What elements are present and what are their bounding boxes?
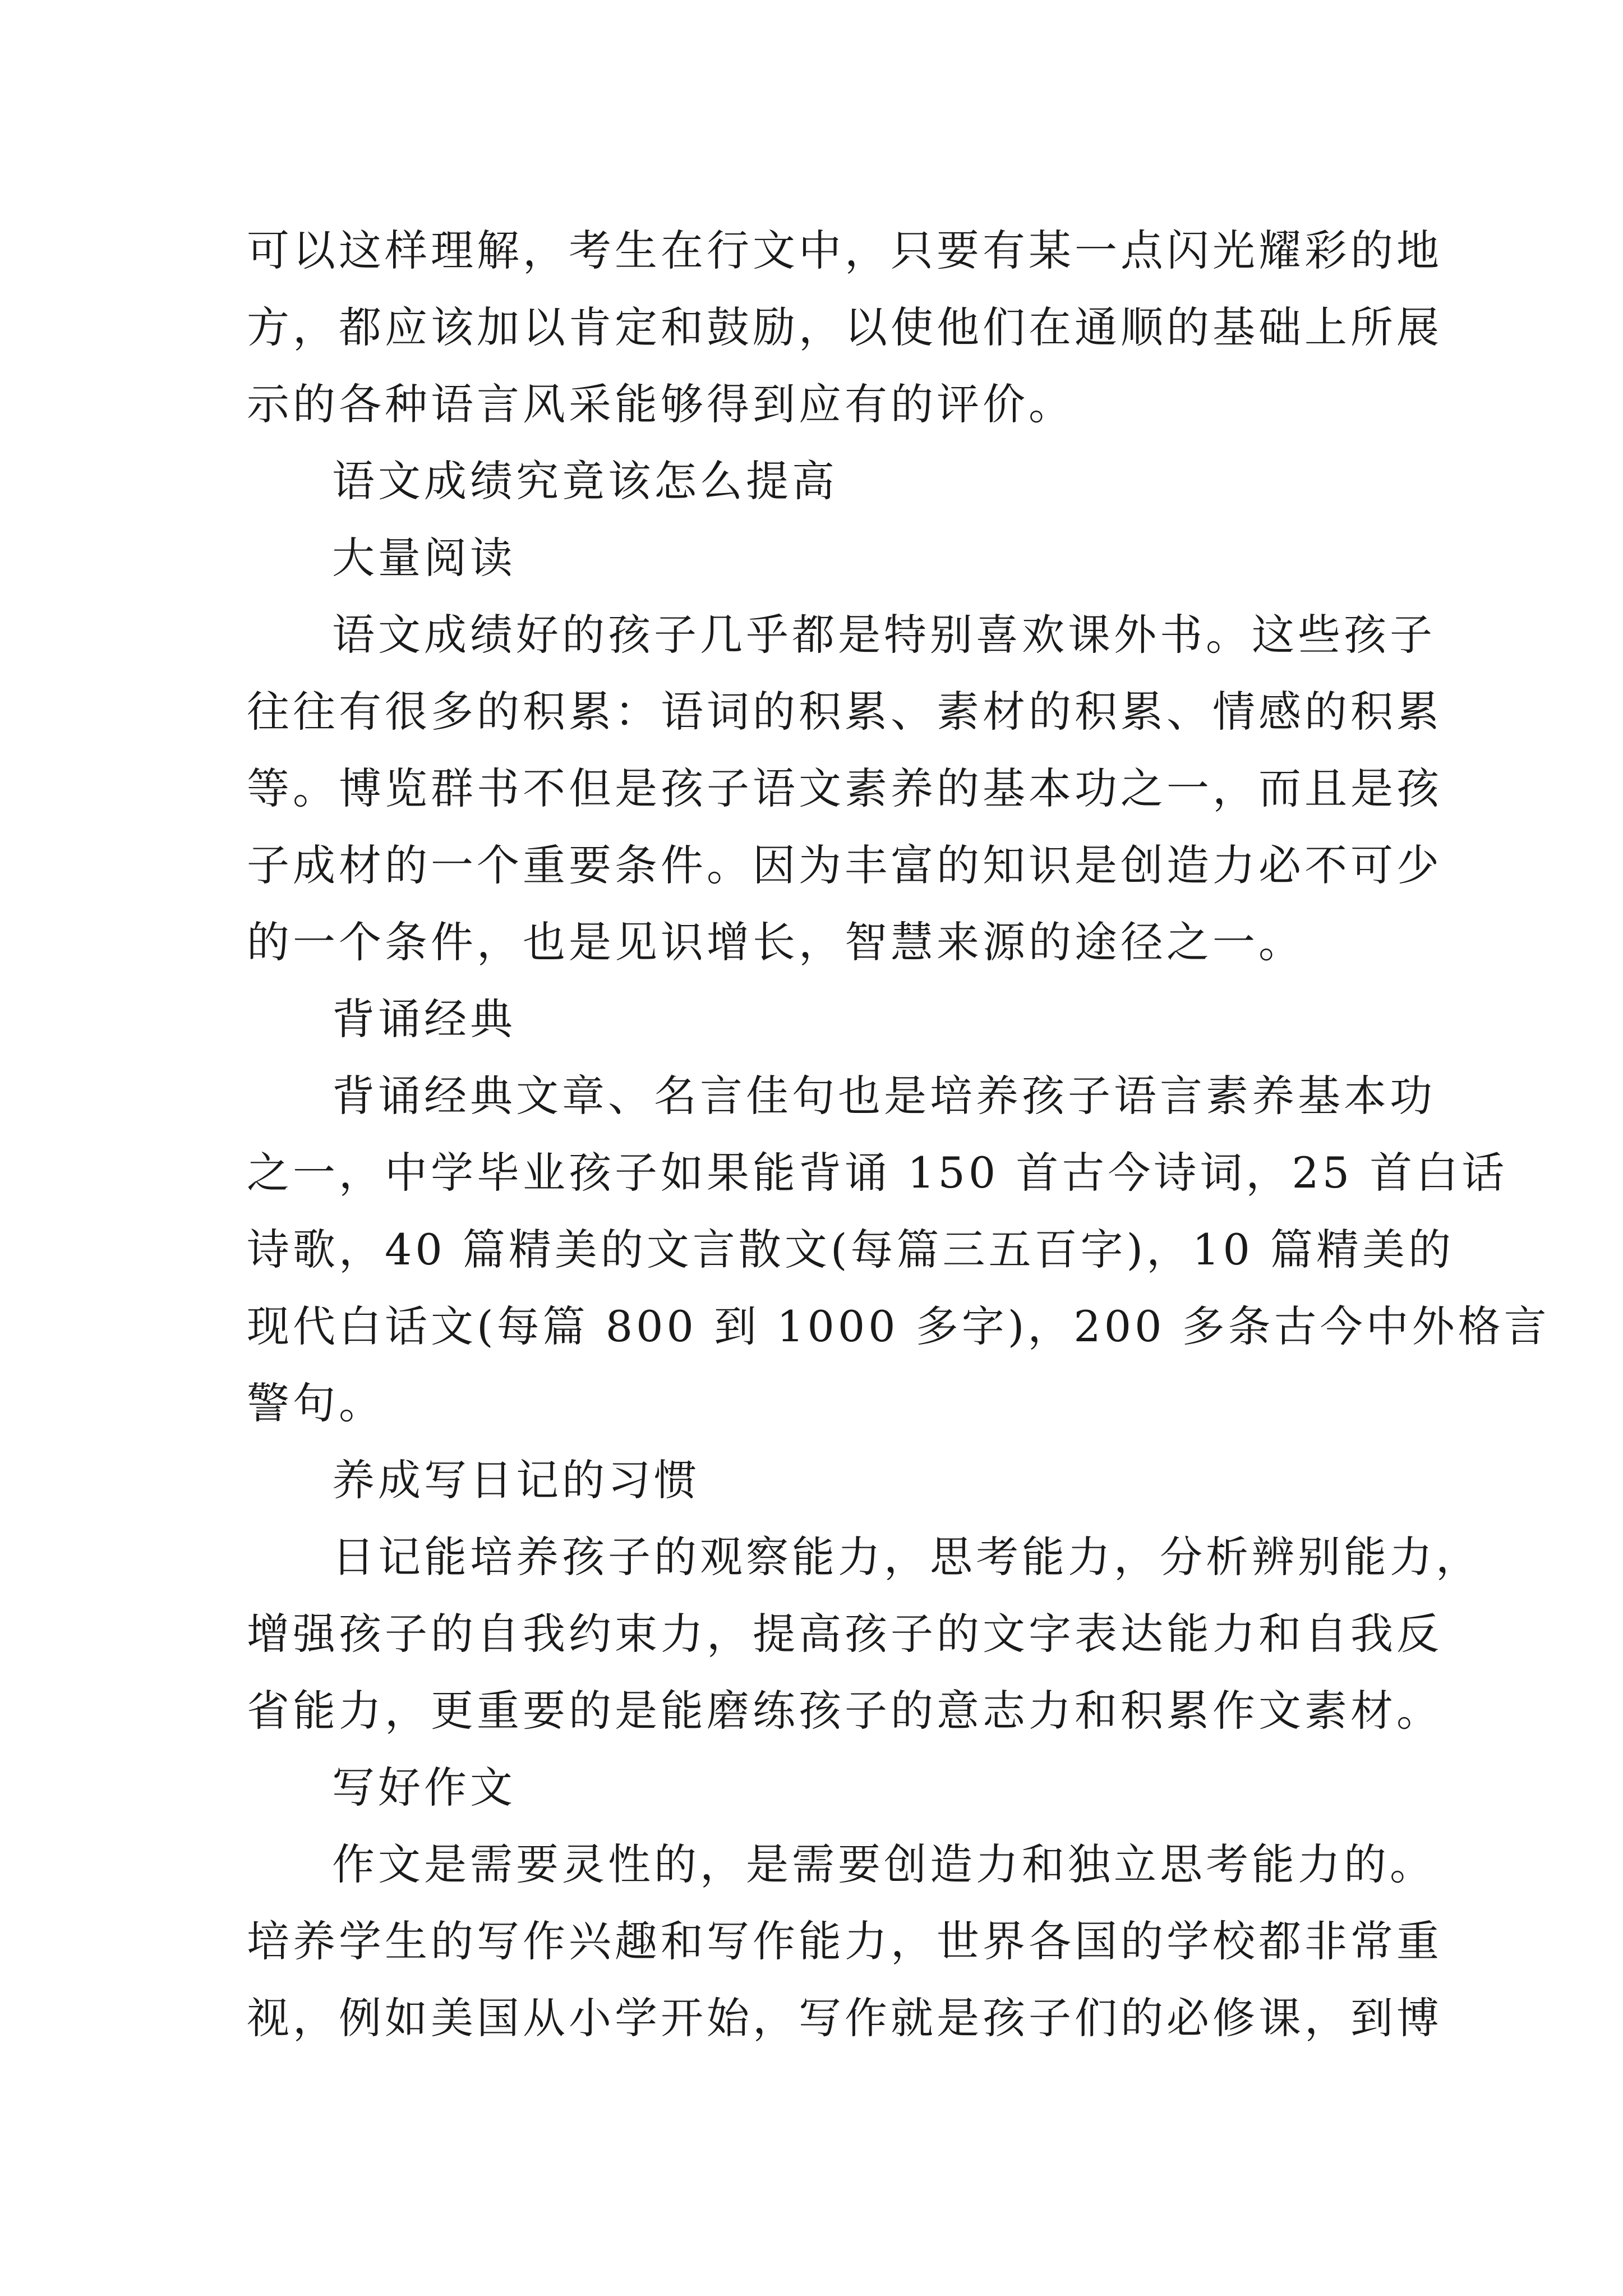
text-line: 视，例如美国从小学开始，写作就是孩子们的必修课，到博 — [247, 1993, 1442, 2043]
text-line: 的一个条件，也是见识增长，智慧来源的途径之一。 — [247, 917, 1304, 967]
text-line: 等。博览群书不但是孩子语文素养的基本功之一，而且是孩 — [247, 763, 1442, 813]
text-line: 诗歌，40 篇精美的文言散文(每篇三五百字)，10 篇精美的 — [247, 1225, 1455, 1274]
text-line: 养成写日记的习惯 — [332, 1455, 700, 1505]
text-line: 示的各种语言风采能够得到应有的评价。 — [247, 379, 1075, 429]
text-line: 培养学生的写作兴趣和写作能力，世界各国的学校都非常重 — [247, 1916, 1442, 1966]
text-line: 大量阅读 — [332, 533, 516, 583]
text-line: 背诵经典文章、名言佳句也是培养孩子语言素养基本功 — [332, 1071, 1436, 1121]
text-line: 现代白话文(每篇 800 到 1000 多字)，200 多条古今中外格言 — [247, 1301, 1550, 1351]
text-line: 语文成绩究竟该怎么提高 — [332, 456, 838, 506]
text-line: 日记能培养孩子的观察能力，思考能力，分析辨别能力， — [332, 1532, 1482, 1582]
text-line: 方，都应该加以肯定和鼓励，以使他们在通顺的基础上所展 — [247, 302, 1442, 352]
text-line: 背诵经典 — [332, 994, 516, 1044]
document-body — [247, 212, 1550, 2056]
text-line: 语文成绩好的孩子几乎都是特别喜欢课外书。这些孩子 — [332, 610, 1436, 660]
text-line: 可以这样理解，考生在行文中，只要有某一点闪光耀彩的地 — [247, 226, 1442, 275]
text-line: 写好作文 — [332, 1763, 516, 1812]
text-line: 警句。 — [247, 1378, 385, 1428]
text-line: 之一，中学毕业孩子如果能背诵 150 首古今诗词，25 首白话 — [247, 1148, 1508, 1198]
text-line: 往往有很多的积累：语词的积累、素材的积累、情感的积累 — [247, 687, 1442, 737]
text-line: 增强孩子的自我约束力，提高孩子的文字表达能力和自我反 — [247, 1609, 1442, 1659]
text-line: 作文是需要灵性的，是需要创造力和独立思考能力的。 — [332, 1839, 1436, 1889]
text-line: 省能力，更重要的是能磨练孩子的意志力和积累作文素材。 — [247, 1686, 1442, 1736]
text-line: 子成材的一个重要条件。因为丰富的知识是创造力必不可少 — [247, 840, 1442, 890]
